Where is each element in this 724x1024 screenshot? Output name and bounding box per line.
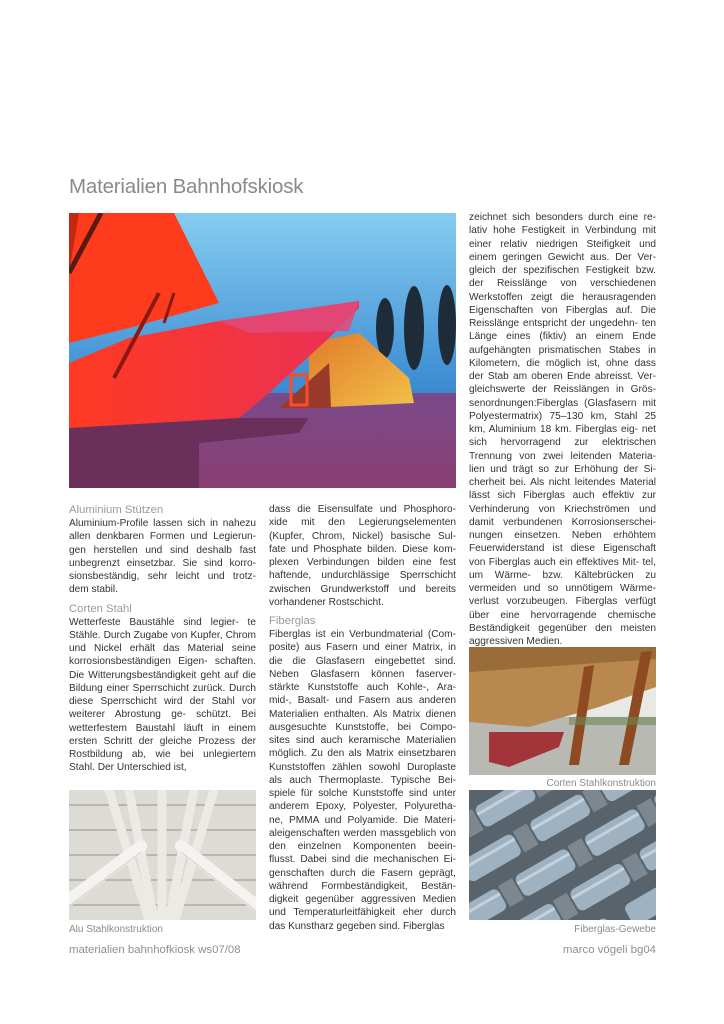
- paragraph-corten: Wetterfeste Baustähle sind legier- te Stähle. Durch Zugabe von Kupfer, Chrom und Nickel erhält das Material seine korrosionsbeständigen Eigen- schaften. Die Witterungsbeständigkeit geht auf die Bildung einer Sperrschicht zurück. Durch diese Sperrschicht wird der Stahl vor weiterer Abrostung ge- schützt. Bei wetterfestem Baustahl läuft in einem ersten Schritt der gleiche Prozess der Rostbildung ab, wie bei unlegiertem Stahl. Der Unterschied ist,: [69, 616, 256, 774]
- paragraph-corten-continued: dass die Eisensulfate und Phosphoro- xide mit den Legierungselementen (Kupfer, Chrom, Nickel) basische Sul- fate und Phosphate bilden. Diese kom- plexen Verbindungen bilden eine fest haftende, undurchlässige Sperrschicht zwischen Grundwerkstoff und bereits vorhandener Rostschicht.: [269, 504, 456, 608]
- column-2: [269, 503, 456, 933]
- photo-fiberglas-gewebe: [469, 790, 656, 920]
- fiberglas-weave-illustration: [469, 790, 656, 920]
- corten-structure-illustration: [469, 647, 656, 775]
- footer-left: materialien bahnhofkiosk ws07/08: [69, 944, 241, 956]
- photo-alu-stahlkonstruktion: [69, 790, 256, 920]
- kiosk-illustration: [69, 213, 456, 488]
- main-photo-kiosk: [69, 213, 456, 488]
- column-1: [69, 503, 256, 775]
- photo-corten-stahlkonstruktion: [469, 647, 656, 775]
- paragraph-fiberglas: Fiberglas ist ein Verbundmaterial (Com- posite) aus Fasern und einer Matrix, in die die Glasfasern eingebettet sind. Neben Glasfasern können faserver- stärkte Kunststoffe auch Kohle-, Ara- mid-, Basalt- und Fasern aus anderen Materialien enthalten. Als Matrix dienen ausgesuchte Kunststoffe, bei Compo- sites sind auch keramische Materialien möglich. Zu den als Matrix einsetzbaren Kunststoffen zählen sowohl Duroplaste als auch Thermoplaste. Typische Bei- spiele für solche Kunststoffe sind unter anderem Epoxy, Polyester, Polyuretha- ne, PMMA und Polyamide. Die Materi- aleigenschaften werden massgeblich von den einzelnen Komponenten beein- flusst. Dabei sind die mechanischen Ei- genschaften durch die Fasern geprägt, während Formbeständigkeit, Bestän- digkeit gegenüber aggressiven Medien und Temperaturleitfähigkeit eher durch das Kunstharz gegeben sind. Fiberglas: [269, 629, 456, 932]
- heading-aluminium-stuetzen: Aluminium Stützen: [69, 504, 164, 516]
- alu-structure-illustration: [69, 790, 256, 920]
- page-title: Materialien Bahnhofskiosk: [69, 175, 304, 198]
- paragraph-fiberglas-continued: zeichnet sich besonders durch eine re- lativ hohe Festigkeit in Verbindung mit einer relativ niedrigen Steifigkeit und einem geringen Gewicht aus. Der Ver- gleich der spezifischen Festigkeit bzw. der Reisslänge von verschiedenen Werkstoffen zeigt die herausragenden Eigenschaften von Fiberglas auf. Die Reisslänge entspricht der ungedehn- ten Länge eines (fiktiv) an einem Ende aufgehängten prismatischen Stabes in Kilometern, die möglich ist, ohne dass der Stab am oberen Ende abreisst. Ver- gleichswerte der Reisslängen in Grös- senordnungen:Fiberglas (Glasfasern mit Polyestermatrix) 75–130 km, Stahl 25 km, Aluminium 18 km. Fiberglas eig- net sich hervorragend zur elektrischen Trennung von zwei leitenden Materia- lien und trägt so zur Erhöhung der Si- cherheit bei. Als nicht leitendes Material lässt sich Fiberglas auch effektiv zur Verhinderung von Kriechströmen und damit verbundenen Korrosionserschei- nungen einsetzen. Neben erhöhtem Feuerwiderstand ist diese Eigenschaft von Fiberglas auch ein effektives Mit- tel, um Wärme- bzw. Kältebrücken zu vermeiden und so unnötigem Wärme- verlust vorzubeugen. Fiberglas verfügt über eine hervorragende chemische Beständigkeit gegenüber den meisten aggressiven Medien.: [469, 212, 656, 647]
- heading-fiberglas: Fiberglas: [269, 615, 316, 627]
- caption-fiberglas-gewebe: Fiberglas-Gewebe: [574, 924, 656, 935]
- paragraph-aluminium: Aluminium-Profile lassen sich in nahezu allen denkbaren Formen und Legierun- gen herstellen und sind deshalb fast unbegrenzt einsetzbar. Sie sind korro- sionsbeständig, sehr leicht und trotz- dem stabil.: [69, 518, 256, 596]
- column-3: [469, 211, 656, 648]
- footer-right: marco vögeli bg04: [562, 944, 656, 956]
- caption-alu-stahlkonstruktion: Alu Stahlkonstruktion: [69, 924, 163, 935]
- heading-corten-stahl: Corten Stahl: [69, 602, 132, 615]
- caption-corten-stahlkonstruktion: Corten Stahlkonstruktion: [546, 778, 656, 789]
